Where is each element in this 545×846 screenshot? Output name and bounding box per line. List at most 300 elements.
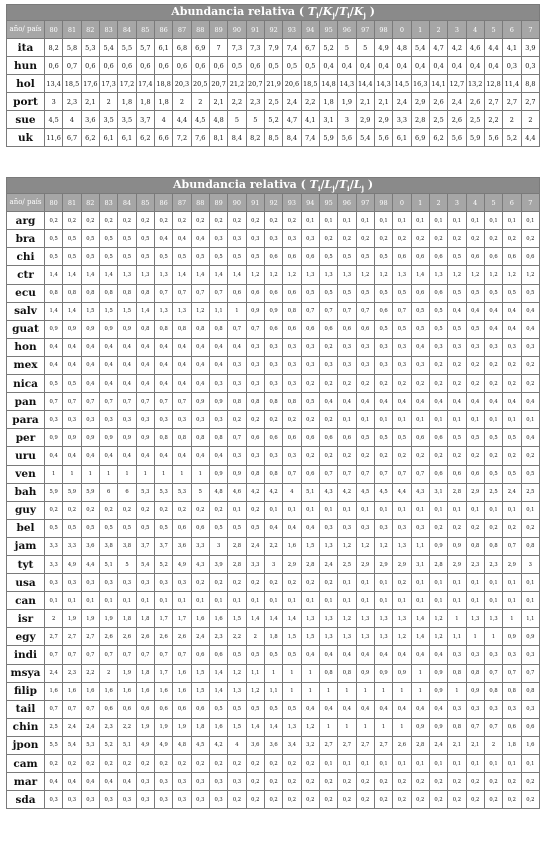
table-cell: 5,4 <box>411 39 429 57</box>
table-cell: 0,2 <box>338 773 356 791</box>
table-cell: 0,3 <box>411 356 429 374</box>
table-cell: 0,1 <box>264 592 282 610</box>
table-cell: 0,6 <box>283 429 301 447</box>
table-cell: 0,5 <box>429 302 447 320</box>
table-cell: 0,4 <box>319 700 337 718</box>
table-cell: 1 <box>466 628 484 646</box>
table-row <box>7 212 540 230</box>
table-cell: 0,3 <box>118 791 136 809</box>
country-label: nica <box>7 375 45 393</box>
table-cell: 0,6 <box>466 248 484 266</box>
table-cell: 0,3 <box>246 447 264 465</box>
table-cell: 2 <box>484 736 502 754</box>
table-cell: 0,4 <box>319 57 337 75</box>
table-cell: 4,4 <box>484 39 502 57</box>
table-cell: 0,2 <box>393 375 411 393</box>
table-cell: 1,5 <box>301 537 319 555</box>
table-cell: 0,2 <box>338 230 356 248</box>
table-cell: 0,4 <box>356 646 374 664</box>
table-cell: 1,1 <box>521 610 540 628</box>
table-cell: 1,2 <box>246 682 264 700</box>
table-cell: 0,4 <box>154 356 172 374</box>
table-cell: 1 <box>356 682 374 700</box>
year-header: 88 <box>191 194 209 212</box>
table-cell: 0,5 <box>246 248 264 266</box>
table-cell: 0,2 <box>521 230 540 248</box>
table-cell: 0,3 <box>503 646 521 664</box>
table-cell: 0,1 <box>503 411 521 429</box>
table-cell: 0,3 <box>466 646 484 664</box>
table-cell: 0,2 <box>429 447 447 465</box>
table-cell: 0,4 <box>99 447 117 465</box>
table-cell: 0,2 <box>448 447 466 465</box>
table-cell: 0,1 <box>484 212 502 230</box>
year-header: 86 <box>154 194 172 212</box>
table-cell: 0,2 <box>301 447 319 465</box>
table-cell: 3 <box>45 93 63 111</box>
table-cell: 0,1 <box>393 501 411 519</box>
table-cell: 2,9 <box>466 483 484 501</box>
table-cell: 1,2 <box>448 266 466 284</box>
table-cell: 0,1 <box>466 501 484 519</box>
table-cell: 0,8 <box>45 284 63 302</box>
table-cell: 2,2 <box>81 664 99 682</box>
table-cell: 0,5 <box>209 248 227 266</box>
table-cell: 7,6 <box>191 129 209 147</box>
country-label: sue <box>7 111 45 129</box>
table-cell: 0,6 <box>466 465 484 483</box>
table-cell: 0,5 <box>356 284 374 302</box>
table-cell: 7,3 <box>246 39 264 57</box>
table-cell: 0,1 <box>319 501 337 519</box>
table-cell: 4,4 <box>173 111 191 129</box>
table-cell: 1,3 <box>374 628 392 646</box>
table-cell: 0,9 <box>209 393 227 411</box>
table-cell: 0,5 <box>374 320 392 338</box>
table-cell: 1,3 <box>429 266 447 284</box>
table-cell: 2,9 <box>448 555 466 573</box>
table-cell: 4,5 <box>191 736 209 754</box>
table-cell: 1,4 <box>191 266 209 284</box>
table-cell: 0,9 <box>503 628 521 646</box>
year-header: 0 <box>393 194 411 212</box>
table-cell: 3,3 <box>63 537 81 555</box>
table-cell: 0,3 <box>209 375 227 393</box>
table-cell: 0,5 <box>301 57 319 75</box>
table-cell: 1,8 <box>154 93 172 111</box>
table-cell: 0,3 <box>99 574 117 592</box>
table-cell: 0,2 <box>393 791 411 809</box>
table-cell: 0,2 <box>228 755 246 773</box>
table-cell: 5,3 <box>154 483 172 501</box>
table-cell: 0,7 <box>173 284 191 302</box>
table-cell: 0,6 <box>136 700 154 718</box>
table-row <box>7 682 540 700</box>
table-cell: 0,1 <box>466 574 484 592</box>
table-cell: 4,3 <box>191 555 209 573</box>
table-cell: 0,4 <box>393 646 411 664</box>
table-cell: 0,1 <box>191 592 209 610</box>
table-cell: 0,1 <box>448 592 466 610</box>
table-cell: 0,2 <box>173 501 191 519</box>
table-cell: 0,6 <box>154 57 172 75</box>
table-row <box>7 411 540 429</box>
table-cell: 0,8 <box>81 284 99 302</box>
table-cell: 0,4 <box>338 646 356 664</box>
table-cell: 0,2 <box>173 755 191 773</box>
table-cell: 0,3 <box>45 574 63 592</box>
table-cell: 0,3 <box>521 700 540 718</box>
table-cell: 0,9 <box>45 429 63 447</box>
table-cell: 0,1 <box>429 592 447 610</box>
table-cell: 0,1 <box>448 574 466 592</box>
table-cell: 4 <box>283 483 301 501</box>
table-row <box>7 574 540 592</box>
table-cell: 4,2 <box>338 483 356 501</box>
table-cell: 0,2 <box>154 755 172 773</box>
table-cell: 13,2 <box>466 75 484 93</box>
table-cell: 0,1 <box>429 212 447 230</box>
table-row <box>7 375 540 393</box>
year-header: 88 <box>191 21 209 39</box>
year-header: 3 <box>448 194 466 212</box>
table-cell: 0,5 <box>246 646 264 664</box>
table-cell: 0,5 <box>99 248 117 266</box>
table-cell: 0,1 <box>338 411 356 429</box>
table-cell: 0,9 <box>99 429 117 447</box>
table-cell: 0,3 <box>338 356 356 374</box>
table-cell: 0,4 <box>45 356 63 374</box>
table-cell: 3,3 <box>45 537 63 555</box>
table-cell: 1,7 <box>173 610 191 628</box>
table-cell: 0,4 <box>154 338 172 356</box>
table-cell: 0,2 <box>466 375 484 393</box>
table-cell: 0,7 <box>81 646 99 664</box>
table-title-formula: $T_i/L_j/T_i/L_j$ ) <box>309 178 374 194</box>
table-cell: 4,2 <box>246 483 264 501</box>
table-cell: 0,1 <box>136 592 154 610</box>
table-cell: 2,2 <box>118 718 136 736</box>
table-cell: 1,1 <box>448 628 466 646</box>
table-cell: 1,4 <box>45 266 63 284</box>
table-cell: 0,8 <box>264 393 282 411</box>
table-cell: 0,5 <box>503 465 521 483</box>
table-cell: 0,4 <box>191 447 209 465</box>
table-cell: 0,6 <box>301 429 319 447</box>
table-cell: 5,4 <box>99 39 117 57</box>
table-cell: 1 <box>301 664 319 682</box>
table-cell: 0,8 <box>521 537 540 555</box>
table-cell: 4,5 <box>45 111 63 129</box>
table-cell: 2,1 <box>81 93 99 111</box>
table-cell: 0,4 <box>99 356 117 374</box>
year-header: 83 <box>99 194 117 212</box>
table-cell: 2,7 <box>356 736 374 754</box>
table-cell: 2 <box>99 664 117 682</box>
table-cell: 5,2 <box>99 736 117 754</box>
table-cell: 1,3 <box>338 266 356 284</box>
table-cell: 0,5 <box>99 230 117 248</box>
table-cell: 0,1 <box>521 501 540 519</box>
year-header: 91 <box>246 21 264 39</box>
table-cell: 0,5 <box>503 284 521 302</box>
table-cell: 0,4 <box>503 302 521 320</box>
table-cell: 0,4 <box>393 700 411 718</box>
table-cell: 0,2 <box>503 791 521 809</box>
table-cell: 0,1 <box>319 212 337 230</box>
year-header: 82 <box>81 194 99 212</box>
table-cell: 4 <box>154 111 172 129</box>
table-cell: 0,4 <box>191 356 209 374</box>
table-cell: 5,3 <box>136 483 154 501</box>
table-cell: 4,8 <box>393 39 411 57</box>
table-cell: 0,3 <box>374 356 392 374</box>
country-label: usa <box>7 574 45 592</box>
table-cell: 0,3 <box>154 411 172 429</box>
table-cell: 0,9 <box>228 465 246 483</box>
table-cell: 2,1 <box>466 736 484 754</box>
table-cell: 0,1 <box>356 212 374 230</box>
table-cell: 0,3 <box>154 791 172 809</box>
table-cell: 0,4 <box>81 356 99 374</box>
table-cell: 0,5 <box>338 248 356 266</box>
table-cell: 0,4 <box>136 447 154 465</box>
table-cell: 0,3 <box>228 230 246 248</box>
table-cell: 1,6 <box>136 682 154 700</box>
table-cell: 0,1 <box>301 501 319 519</box>
table-row <box>7 266 540 284</box>
table-cell: 0,6 <box>429 429 447 447</box>
table-cell: 7,4 <box>283 39 301 57</box>
table-cell: 0,1 <box>338 212 356 230</box>
table-cell: 0,7 <box>118 393 136 411</box>
table-cell: 1 <box>338 682 356 700</box>
table-cell: 2,3 <box>99 718 117 736</box>
table-cell: 0,6 <box>411 284 429 302</box>
table-cell: 1 <box>448 610 466 628</box>
table-cell: 0,2 <box>246 755 264 773</box>
table-cell: 0,2 <box>484 447 502 465</box>
table-cell: 0,5 <box>448 320 466 338</box>
table-cell: 0,7 <box>484 664 502 682</box>
table-cell: 0,2 <box>136 501 154 519</box>
table-cell: 0,6 <box>209 646 227 664</box>
table-body <box>7 39 540 147</box>
year-header: 87 <box>173 194 191 212</box>
table-cell: 0,2 <box>264 791 282 809</box>
table-cell: 0,3 <box>136 574 154 592</box>
table-cell: 0,2 <box>136 212 154 230</box>
table-cell: 4,4 <box>393 483 411 501</box>
table-cell: 0,5 <box>448 284 466 302</box>
table-cell: 0,2 <box>118 501 136 519</box>
table-cell: 5,9 <box>45 483 63 501</box>
table-cell: 0,2 <box>99 755 117 773</box>
table-cell: 4,2 <box>448 39 466 57</box>
table-cell: 0,2 <box>301 755 319 773</box>
table-cell: 2,3 <box>209 628 227 646</box>
table-title <box>7 5 540 21</box>
table-cell: 5,2 <box>503 129 521 147</box>
table-cell: 0,1 <box>448 501 466 519</box>
table-cell: 0,8 <box>191 429 209 447</box>
table-cell: 0,2 <box>283 411 301 429</box>
year-header: 95 <box>319 194 337 212</box>
table-cell: 2,8 <box>411 736 429 754</box>
year-header: 96 <box>338 194 356 212</box>
table-cell: 0,5 <box>448 429 466 447</box>
table-cell: 2,4 <box>81 718 99 736</box>
table-cell: 0,6 <box>319 429 337 447</box>
table-cell: 3 <box>264 555 282 573</box>
table-cell: 0,4 <box>99 773 117 791</box>
year-header: 4 <box>466 21 484 39</box>
table-row <box>7 519 540 537</box>
table-cell: 0,3 <box>81 791 99 809</box>
country-label: sda <box>7 791 45 809</box>
table-cell: 0,1 <box>374 501 392 519</box>
table-cell: 0,5 <box>484 429 502 447</box>
table-cell: 0,2 <box>466 791 484 809</box>
table-cell: 0,2 <box>503 773 521 791</box>
table-cell: 2,9 <box>356 555 374 573</box>
table-cell: 0,2 <box>338 447 356 465</box>
table-cell: 6,7 <box>63 129 81 147</box>
table-cell: 0,4 <box>356 57 374 75</box>
table-cell: 1,2 <box>429 610 447 628</box>
table-cell: 0,6 <box>484 248 502 266</box>
table-cell: 0,5 <box>81 248 99 266</box>
table-cell: 2,5 <box>484 483 502 501</box>
table-cell: 0,1 <box>411 574 429 592</box>
table-cell: 0,1 <box>466 212 484 230</box>
table-cell: 1,9 <box>173 718 191 736</box>
table-cell: 0,7 <box>173 393 191 411</box>
table-cell: 6,1 <box>118 129 136 147</box>
table-cell: 1,4 <box>209 664 227 682</box>
table-cell: 0,2 <box>429 356 447 374</box>
table-cell: 0,9 <box>63 320 81 338</box>
table-cell: 0,4 <box>374 57 392 75</box>
table-cell: 0,4 <box>45 338 63 356</box>
table-cell: 0,6 <box>301 320 319 338</box>
table-cell: 0,1 <box>99 592 117 610</box>
table-cell: 2,3 <box>466 555 484 573</box>
country-label: port <box>7 93 45 111</box>
table-cell: 0,7 <box>99 646 117 664</box>
table-cell: 0,5 <box>118 519 136 537</box>
table-cell: 0,4 <box>393 57 411 75</box>
table-row <box>7 646 540 664</box>
table-cell: 0,7 <box>319 302 337 320</box>
country-label: salv <box>7 302 45 320</box>
table-cell: 0,3 <box>63 411 81 429</box>
year-header: 1 <box>411 194 429 212</box>
table-cell: 0,5 <box>136 230 154 248</box>
table-row <box>7 111 540 129</box>
table-cell: 2,9 <box>356 111 374 129</box>
table-cell: 0,7 <box>356 465 374 483</box>
table-cell: 5,1 <box>301 483 319 501</box>
table-cell: 1,4 <box>264 718 282 736</box>
table-cell: 0,6 <box>521 248 540 266</box>
table-cell: 0,3 <box>45 791 63 809</box>
table-cell: 0,2 <box>503 356 521 374</box>
table-cell: 0,6 <box>411 429 429 447</box>
table-cell: 2,4 <box>503 483 521 501</box>
table-cell: 0,5 <box>99 519 117 537</box>
table-cell: 2,9 <box>283 555 301 573</box>
table-cell: 1,1 <box>209 302 227 320</box>
table-cell: 0,2 <box>503 230 521 248</box>
table-cell: 1,2 <box>283 266 301 284</box>
table-cell: 0,2 <box>209 212 227 230</box>
table-cell: 0,3 <box>191 411 209 429</box>
table-cell: 0,2 <box>429 519 447 537</box>
table-cell: 0,2 <box>301 375 319 393</box>
table-cell: 1,8 <box>136 93 154 111</box>
table-cell: 0,6 <box>429 465 447 483</box>
country-label: indi <box>7 646 45 664</box>
table-cell: 5,7 <box>136 39 154 57</box>
table-cell: 0,1 <box>503 574 521 592</box>
table-cell: 1,3 <box>136 266 154 284</box>
table-cell: 0,5 <box>228 646 246 664</box>
table-cell: 4,9 <box>63 555 81 573</box>
table-cell: 0,5 <box>411 320 429 338</box>
table-cell: 0,1 <box>503 212 521 230</box>
table-cell: 1 <box>411 664 429 682</box>
table-cell: 0,1 <box>374 212 392 230</box>
table-cell: 0,2 <box>246 574 264 592</box>
table-cell: 0,4 <box>118 356 136 374</box>
table-cell: 2,3 <box>63 664 81 682</box>
table-cell: 1,6 <box>118 682 136 700</box>
table-cell: 0,2 <box>484 519 502 537</box>
table-cell: 0,7 <box>45 700 63 718</box>
table-cell: 1,3 <box>283 718 301 736</box>
table-cell: 0,5 <box>264 57 282 75</box>
country-label: msya <box>7 664 45 682</box>
table-cell: 0,2 <box>63 501 81 519</box>
table-cell: 2,4 <box>448 93 466 111</box>
table-cell: 6,8 <box>173 39 191 57</box>
table-cell: 2,2 <box>301 93 319 111</box>
table-cell: 1,3 <box>173 302 191 320</box>
table-cell: 1 <box>393 682 411 700</box>
table-cell: 0,9 <box>429 537 447 555</box>
table-cell: 0,5 <box>264 646 282 664</box>
table-cell: 0,8 <box>209 429 227 447</box>
table-cell: 0,1 <box>63 592 81 610</box>
table-cell: 4,6 <box>228 483 246 501</box>
table-cell: 1 <box>393 718 411 736</box>
table-cell: 0,2 <box>173 212 191 230</box>
table-cell: 0,4 <box>209 338 227 356</box>
table-cell: 0,3 <box>118 411 136 429</box>
table-cell: 0,4 <box>411 700 429 718</box>
table-cell: 0,4 <box>411 338 429 356</box>
table-cell: 0,1 <box>374 574 392 592</box>
table-cell: 1,2 <box>356 537 374 555</box>
table-cell: 0,2 <box>448 230 466 248</box>
table-cell: 20,3 <box>173 75 191 93</box>
table-title-row <box>7 178 540 194</box>
table-cell: 0,8 <box>466 664 484 682</box>
table-cell: 0,1 <box>484 574 502 592</box>
table-cell: 0,4 <box>81 375 99 393</box>
table-cell: 0,2 <box>264 574 282 592</box>
